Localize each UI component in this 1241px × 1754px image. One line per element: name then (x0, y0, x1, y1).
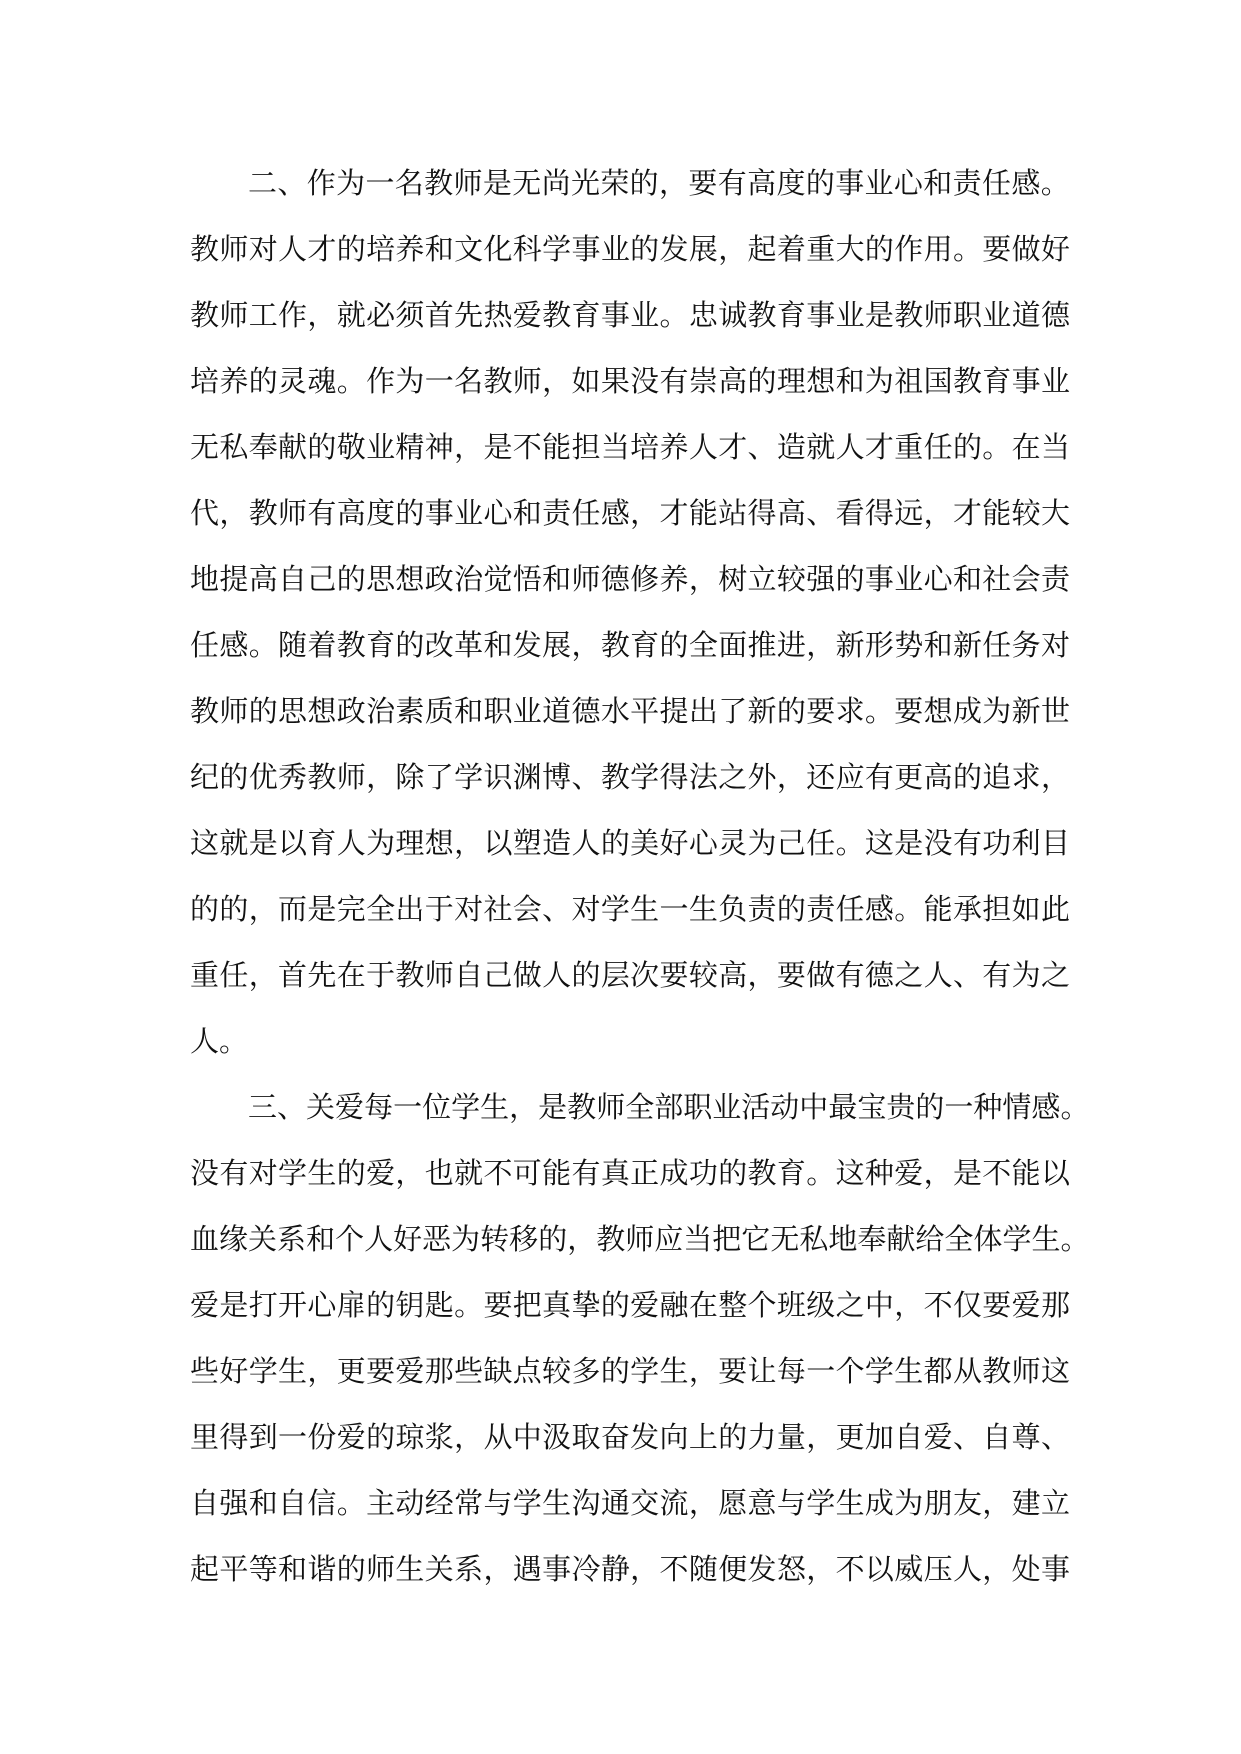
text-line: 里 得 到 一 份 爱 的 琼 浆 ， 从 中 汲 取 奋 发 向 上 的 力 量 ， 更 加 自 爱 、 自 尊 、 (190, 1420, 1070, 1454)
text-line: 自 强 和 自 信 。 主 动 经 常 与 学 生 沟 通 交 流 ， 愿 意 与 学 生 成 为 朋 友 ， 建 立 (190, 1486, 1070, 1520)
text-line: 地 提 高 自 己 的 思 想 政 治 觉 悟 和 师 德 修 养 ， 树 立 较 强 的 事 业 心 和 社 会 责 (190, 562, 1070, 596)
text-line: 起 平 等 和 谐 的 师 生 关 系 ， 遇 事 冷 静 ， 不 随 便 发 怒 ， 不 以 威 压 人 ， 处 事 (190, 1552, 1070, 1586)
text-line: 代 ， 教 师 有 高 度 的 事 业 心 和 责 任 感 ， 才 能 站 得 高 、 看 得 远 ， 才 能 较 大 (190, 496, 1070, 530)
text-line: 任 感 。 随 着 教 育 的 改 革 和 发 展 ， 教 育 的 全 面 推 进 ， 新 形 势 和 新 任 务 对 (190, 628, 1070, 662)
text-line: 纪 的 优 秀 教 师 ， 除 了 学 识 渊 博 、 教 学 得 法 之 外 ， 还 应 有 更 高 的 追 求 ， (190, 760, 1070, 794)
text-line: 教 师 对 人 才 的 培 养 和 文 化 科 学 事 业 的 发 展 ， 起 着 重 大 的 作 用 。 要 做 好 (190, 232, 1070, 266)
text-line: 没 有 对 学 生 的 爱 ， 也 就 不 可 能 有 真 正 成 功 的 教 育 。 这 种 爱 ， 是 不 能 以 (190, 1156, 1070, 1190)
text-line: 教 师 工 作 ， 就 必 须 首 先 热 爱 教 育 事 业 。 忠 诚 教 育 事 业 是 教 师 职 业 道 德 (190, 298, 1070, 332)
text-line: 血 缘 关 系 和 个 人 好 恶 为 转 移 的 ， 教 师 应 当 把 它 无 私 地 奉 献 给 全 体 学 生 。 (190, 1222, 1090, 1256)
text-line: 人。 (190, 1024, 249, 1058)
paragraph-3 (190, 1074, 1090, 1602)
text-line: 这 就 是 以 育 人 为 理 想 ， 以 塑 造 人 的 美 好 心 灵 为 己 任 。 这 是 没 有 功 利 目 (190, 826, 1070, 860)
text-line: 重 任 ， 首 先 在 于 教 师 自 己 做 人 的 层 次 要 较 高 ， 要 做 有 德 之 人 、 有 为 之 (190, 958, 1070, 992)
paragraph-2 (190, 150, 1070, 1074)
text-line: 的 的 ， 而 是 完 全 出 于 对 社 会 、 对 学 生 一 生 负 责 的 责 任 感 。 能 承 担 如 此 (190, 892, 1070, 926)
text-line: 无 私 奉 献 的 敬 业 精 神 ， 是 不 能 担 当 培 养 人 才 、 造 就 人 才 重 任 的 。 在 当 (190, 430, 1070, 464)
text-line: 爱 是 打 开 心 扉 的 钥 匙 。 要 把 真 挚 的 爱 融 在 整 个 班 级 之 中 ， 不 仅 要 爱 那 (190, 1288, 1070, 1322)
text-line: 教 师 的 思 想 政 治 素 质 和 职 业 道 德 水 平 提 出 了 新 的 要 求 。 要 想 成 为 新 世 (190, 694, 1070, 728)
text-line: 些 好 学 生 ， 更 要 爱 那 些 缺 点 较 多 的 学 生 ， 要 让 每 一 个 学 生 都 从 教 师 这 (190, 1354, 1070, 1388)
text-line: 三 、 关 爱 每 一 位 学 生 ， 是 教 师 全 部 职 业 活 动 中 最 宝 贵 的 一 种 情 感 。 (248, 1090, 1090, 1124)
text-line: 培 养 的 灵 魂 。 作 为 一 名 教 师 ， 如 果 没 有 崇 高 的 理 想 和 为 祖 国 教 育 事 业 (190, 364, 1070, 398)
text-line: 二 、 作 为 一 名 教 师 是 无 尚 光 荣 的 ， 要 有 高 度 的 事 业 心 和 责 任 感 。 (248, 166, 1070, 200)
